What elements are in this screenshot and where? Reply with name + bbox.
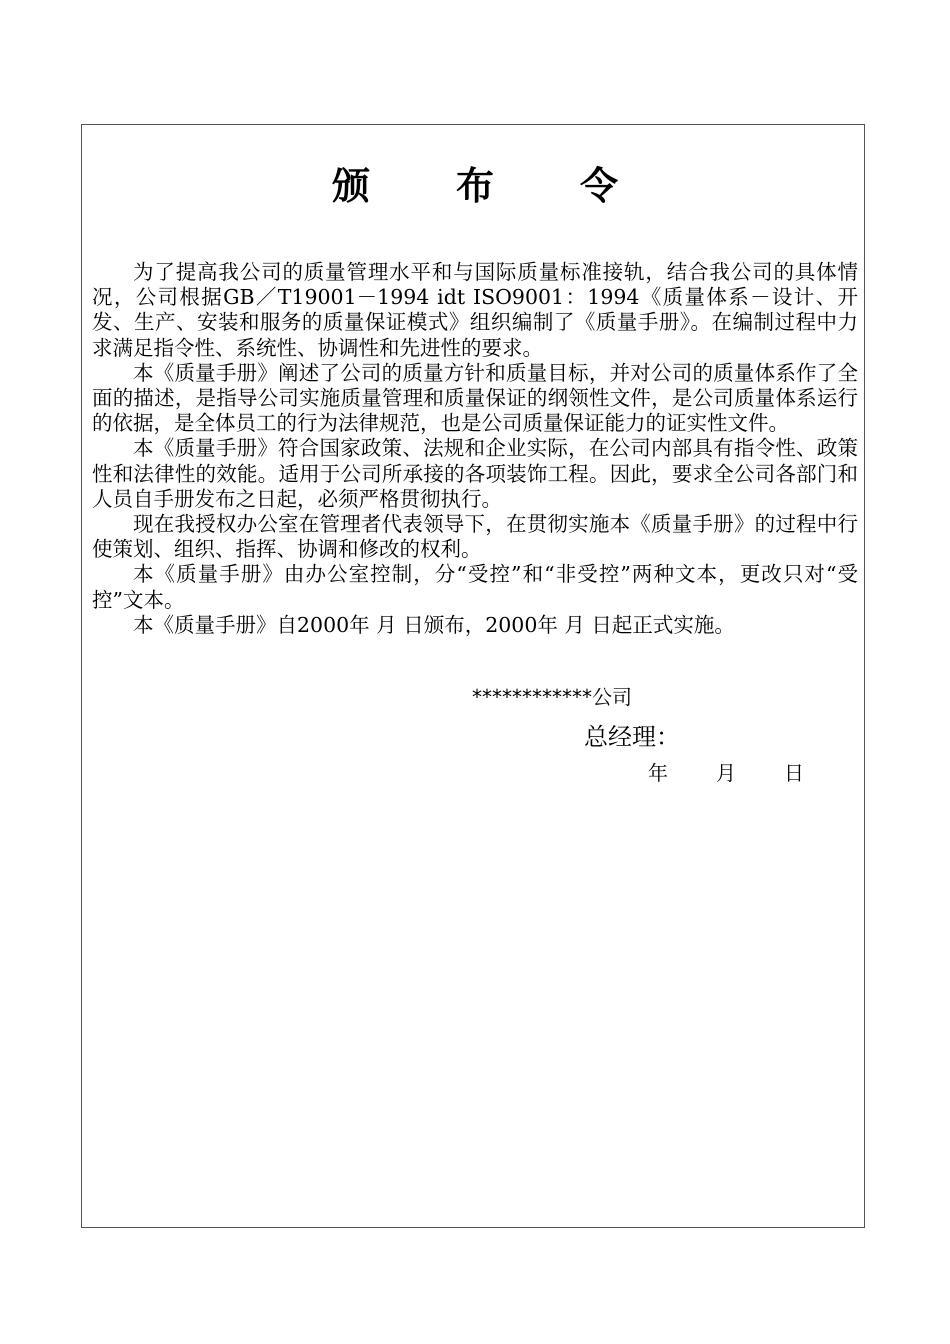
general-manager-label: 总经理： (584, 723, 680, 751)
date-day: 日 (784, 761, 804, 785)
date-year: 年 (648, 761, 668, 785)
document-body (92, 260, 858, 638)
date-month: 月 (716, 761, 736, 785)
signature-date (648, 760, 852, 786)
paragraph-effective-date: 本《质量手册》自2000年 月 日颁布，2000年 月 日起正式实施。 (133, 612, 735, 637)
document-title: 颁布令 (331, 164, 704, 208)
paragraph-authorization: 现在我授权办公室在管理者代表领导下，在贯彻实施本《质量手册》的过程中行使策划、组织、指挥、协调和修改的权利。 (92, 512, 858, 562)
paragraph-compliance: 本《质量手册》符合国家政策、法规和企业实际，在公司内部具有指令性、政策性和法律性的效能。适用于公司所承接的各项装饰工程。因此，要求全公司各部门和人员自手册发布之日起，必须严格贯彻执行。 (92, 436, 858, 511)
paragraph-purpose: 为了提高我公司的质量管理水平和与国际质量标准接轨，结合我公司的具体情况，公司根据GB／T19001－1994 idt ISO9001：1994《质量体系－设计、开发、生产、安装和服务的质量保证模式》组织编制了《质量手册》。在编制过程中力求满足指令性、系统性、协调性和先进性的要求。 (92, 260, 858, 360)
company-name: ************公司 (472, 685, 632, 709)
paragraph-control: 本《质量手册》由办公室控制，分“受控”和“非受控”两种文本，更改只对“受控”文本。 (92, 562, 858, 612)
paragraph-description: 本《质量手册》阐述了公司的质量方针和质量目标，并对公司的质量体系作了全面的描述，是指导公司实施质量管理和质量保证的纲领性文件，是公司质量体系运行的依据，是全体员工的行为法律规范，也是公司质量保证能力的证实性文件。 (92, 360, 858, 436)
